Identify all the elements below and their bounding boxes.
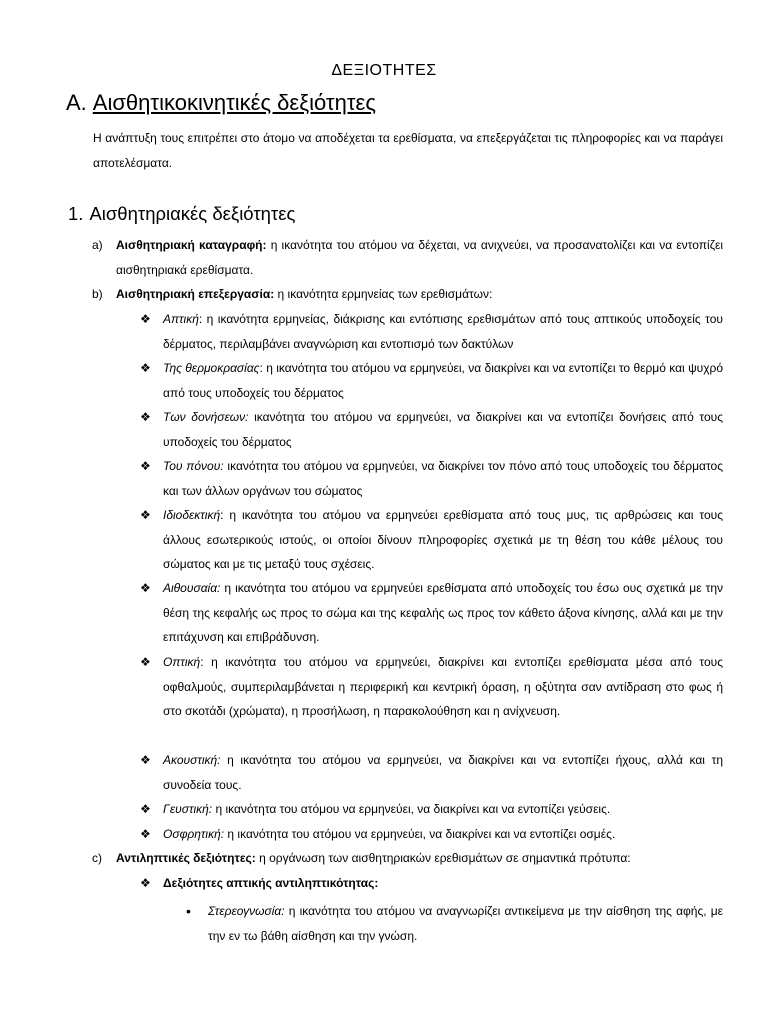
sub-item-auditory [140,748,723,797]
item-text: η ικανότητα του ατόμου να ερμηνεύει, να διακρίνει και να εντοπίζει γεύσεις. [212,802,611,816]
diamond-bullet-icon: ❖ [140,459,151,473]
dot-bullet-icon: • [186,903,191,919]
diamond-bullet-icon: ❖ [140,361,151,375]
item-term: Αιθουσαία: [163,581,221,595]
item-text: η οργάνωση των αισθητηριακών ερεθισμάτων σε σημαντικά πρότυπα: [255,851,631,865]
item-text: : η ικανότητα του ατόμου να ερμηνεύει, να διακρίνει και να εντοπίζει το θερμό και ψυχρό από τους υποδοχείς του δέρματος [163,361,723,400]
list-marker: c) [92,851,102,865]
diamond-bullet-icon: ❖ [140,581,151,595]
sub-item-vibration [140,405,723,454]
section-1-heading [68,203,295,225]
section-1-title: Αισθητηριακές δεξιότητες [89,203,296,224]
item-text: : η ικανότητα του ατόμου να ερμηνεύει ερεθίσματα από τους μυς, τις αρθρώσεις και τους άλλους εσωτερικούς ιστούς, οι οποίοι δίνουν πληροφορίες σχετικά με τη θέση του κάθε μέλους του σώματος και με τις μεταξύ τους σχέσεις. [163,508,723,571]
sub-item-temperature [140,356,723,405]
diamond-bullet-icon: ❖ [140,827,151,841]
section-a-title: Αισθητικοκινητικές δεξιότητες [92,90,376,115]
item-term: Αντιληπτικές δεξιότητες: [116,851,256,865]
list-item-b [92,282,723,307]
item-term: Αισθητηριακή καταγραφή: [116,238,267,252]
document-title: ΔΕΞΙΟΤΗΤΕΣ [331,62,437,79]
item-term: Των δονήσεων: [163,410,249,424]
item-text: η ικανότητα του ατόμου να ερμηνεύει, να διακρίνει και να εντοπίζει οσμές. [224,827,616,841]
item-text: η ικανότητα του ατόμου να αναγνωρίζει αντικείμενα με την αίσθηση της αφής, με την εν τω βάθη αίσθηση και την γνώση. [208,904,723,943]
diamond-bullet-icon: ❖ [140,802,151,816]
item-term: Γευστική: [163,802,213,816]
item-term: Απτική [163,312,199,326]
diamond-bullet-icon: ❖ [140,753,151,767]
diamond-bullet-icon: ❖ [140,508,151,522]
item-text: η ικανότητα του ατόμου να ερμηνεύει, να διακρίνει και να εντοπίζει ήχους, αλλά και τη συνοδεία τους. [163,753,723,792]
item-text: η ικανότητα του ατόμου να δέχεται, να ανιχνεύει, να προσανατολίζει και να εντοπίζει αισθητηριακά ερεθίσματα. [116,238,724,277]
item-term: Αισθητηριακή επεξεργασία: [116,287,275,301]
item-term: Οπτική [163,655,201,669]
diamond-bullet-icon: ❖ [140,312,151,326]
item-term: Του πόνου: [163,459,224,473]
sub-sub-item-stereognosis [186,899,723,948]
diamond-bullet-icon: ❖ [140,655,151,669]
list-item-c [92,846,723,871]
sub-item-vestibular [140,576,723,650]
item-text: ικανότητα του ατόμου να ερμηνεύει, να διακρίνει τον πόνο από τους υποδοχείς του δέρματος και των άλλων οργάνων του σώματος [163,459,723,498]
diamond-bullet-icon: ❖ [140,410,151,424]
item-term: Ιδιοδεκτική [163,508,221,522]
sub-item-olfactory [140,822,723,847]
item-text: η ικανότητα ερμηνείας των ερεθισμάτων: [274,287,493,301]
sub-item-visual [140,650,723,724]
section-a-heading [66,90,376,116]
item-text: : η ικανότητα του ατόμου να ερμηνεύει, διακρίνει και εντοπίζει ερεθίσματα μέσα από τους οφθαλμούς, συμπεριλαμβάνεται η περιφερική και κεντρική όραση, η οξύτητα σαν αντίδραση στο φως ή στο σκοτάδι (χρώματα), η προσήλωση, η παρακολούθηση και η ανίχνευση. [163,655,723,718]
item-term: Ακουστική: [163,753,221,767]
item-text: Δεξιότητες απτικής αντιληπτικότητας: [163,876,379,890]
list-marker: a) [92,238,103,252]
item-term: Της θερμοκρασίας [163,361,260,375]
list-marker: b) [92,287,103,301]
sub-item-proprioception [140,503,723,577]
sub-item-tactile-perception [140,871,723,896]
item-term: Στερεογνωσία: [208,904,285,918]
sub-item-tactile [140,307,723,356]
diamond-bullet-icon: ❖ [140,876,151,890]
section-a-label: A. [66,90,87,115]
sub-item-pain [140,454,723,503]
sub-item-gustatory [140,797,723,822]
item-text: η ικανότητα του ατόμου να ερμηνεύει ερεθίσματα από υποδοχείς του έσω ους σχετικά με την θέση της κεφαλής ως προς το σώμα και της κεφαλής ως προς τον κάθετο άξονα κίνησης, αλλά και με την επιτάχυνση και επιβράδυνση. [163,581,723,644]
intro-paragraph: Η ανάπτυξη τους επιτρέπει στο άτομο να αποδέχεται τα ερεθίσματα, να επεξεργάζεται τις πληροφορίες και να παράγει αποτελέσματα. [93,131,723,170]
item-term: Οσφρητική: [163,827,225,841]
list-item-a [92,233,723,282]
item-text: ικανότητα του ατόμου να ερμηνεύει, να διακρίνει και να εντοπίζει δονήσεις από τους υποδοχείς του δέρματος [163,410,724,449]
section-1-label: 1. [68,203,84,224]
item-text: : η ικανότητα ερμηνείας, διάκρισης και εντόπισης ερεθισμάτων από τους απτικούς υποδοχείς του δέρματος, περιλαμβάνει αναγνώριση και εντοπισμό των δακτύλων [163,312,723,351]
